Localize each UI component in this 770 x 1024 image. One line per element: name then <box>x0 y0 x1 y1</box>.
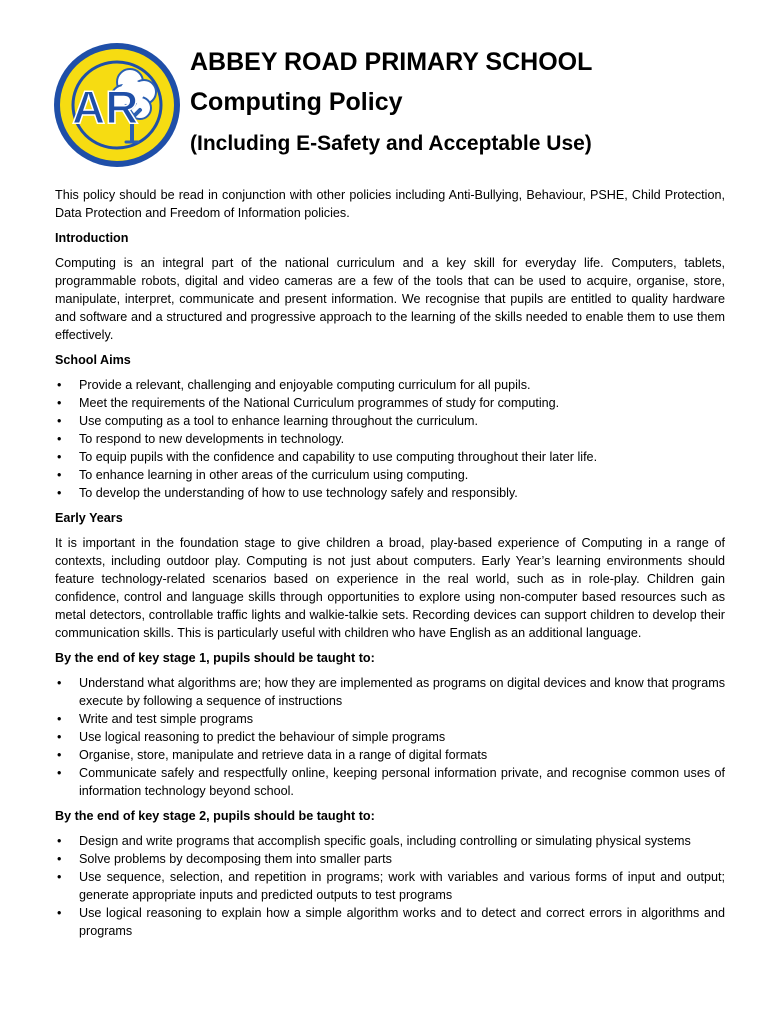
policy-subtitle: (Including E-Safety and Acceptable Use) <box>190 132 592 155</box>
list-item <box>55 832 725 850</box>
list-item <box>55 448 725 466</box>
bullet-icon: • <box>57 834 62 848</box>
list-item-text: Provide a relevant, challenging and enjoyable computing curriculum for all pupils. <box>79 378 531 392</box>
policy-title: Computing Policy <box>190 88 403 116</box>
list-item-text: To enhance learning in other areas of the curriculum using computing. <box>79 468 469 482</box>
policy-content <box>55 186 725 947</box>
list-item-text: To develop the understanding of how to use technology safely and responsibly. <box>79 486 518 500</box>
list-item <box>55 412 725 430</box>
school-logo <box>52 40 182 170</box>
bullet-icon: • <box>57 414 62 428</box>
bullet-icon: • <box>57 870 62 884</box>
title-block <box>190 46 730 158</box>
list-item <box>55 710 725 728</box>
school-aims-heading: School Aims <box>55 353 131 367</box>
bullet-icon: • <box>57 766 62 780</box>
list-item-text: Organise, store, manipulate and retrieve data in a range of digital formats <box>79 748 488 762</box>
list-item <box>55 430 725 448</box>
list-item-text: Use sequence, selection, and repetition in programs; work with variables and various forms of input and output; generate appropriate inputs and predicted outputs to test programs <box>79 870 725 902</box>
school-name: ABBEY ROAD PRIMARY SCHOOL <box>190 48 593 76</box>
bullet-icon: • <box>57 378 62 392</box>
list-item <box>55 484 725 502</box>
introduction-paragraph: Computing is an integral part of the national curriculum and a key skill for everyday life. Computers, tablets, programmable robots, digital and video cameras are a few of the tools that can be used to acquire, organise, store, manipulate, interpret, communicate and present information. We recognise that pupils are entitled to quality hardware and software and a structured and progressive approach to the learning of the skills needed to enable them to use them effectively. <box>55 256 725 342</box>
list-item-text: Understand what algorithms are; how they are implemented as programs on digital devices and know that programs execute by following a sequence of instructions <box>79 676 725 708</box>
intro-paragraph: This policy should be read in conjunction with other policies including Anti-Bullying, Behaviour, PSHE, Child Protection, Data Protection and Freedom of Information policies. <box>55 188 725 220</box>
early-years-paragraph: It is important in the foundation stage to give children a broad, play-based experience of Computing in a range of contexts, including outdoor play. Computing is not just about computers. Early Year’s learning environments should feature technology-related scenarios based on experience in the real world, such as in role-play. Children gain confidence, control and language skills through opportunities to explore using non-computer based resources such as metal detectors, controllable traffic lights and walkie-talkie sets. Recording devices can support children to develop their communication skills. This is particularly useful with children who have English as an additional language. <box>55 536 725 640</box>
list-item <box>55 764 725 800</box>
list-item <box>55 850 725 868</box>
bullet-icon: • <box>57 748 62 762</box>
list-item-text: Use computing as a tool to enhance learning throughout the curriculum. <box>79 414 479 428</box>
bullet-icon: • <box>57 730 62 744</box>
list-item-text: Solve problems by decomposing them into smaller parts <box>79 852 392 866</box>
bullet-icon: • <box>57 468 62 482</box>
ks2-heading: By the end of key stage 2, pupils should be taught to: <box>55 809 375 823</box>
list-item <box>55 376 725 394</box>
list-item-text: Design and write programs that accomplish specific goals, including controlling or simulating physical systems <box>79 834 691 848</box>
list-item-text: Write and test simple programs <box>79 712 254 726</box>
list-item-text: Use logical reasoning to explain how a simple algorithm works and to detect and correct errors in algorithms and programs <box>79 906 725 938</box>
logo-letters: AR <box>72 81 139 133</box>
bullet-icon: • <box>57 712 62 726</box>
bullet-icon: • <box>57 450 62 464</box>
bullet-icon: • <box>57 396 62 410</box>
bullet-icon: • <box>57 486 62 500</box>
introduction-heading: Introduction <box>55 231 129 245</box>
school-aims-list <box>55 376 725 502</box>
list-item <box>55 728 725 746</box>
ks2-list <box>55 832 725 940</box>
list-item-text: To respond to new developments in technology. <box>79 432 345 446</box>
bullet-icon: • <box>57 852 62 866</box>
list-item-text: Communicate safely and respectfully online, keeping personal information private, and recognise common uses of information technology beyond school. <box>79 766 725 798</box>
list-item <box>55 466 725 484</box>
list-item <box>55 904 725 940</box>
list-item-text: Meet the requirements of the National Curriculum programmes of study for computing. <box>79 396 560 410</box>
bullet-icon: • <box>57 906 62 920</box>
list-item <box>55 746 725 764</box>
list-item-text: To equip pupils with the confidence and capability to use computing throughout their later life. <box>79 450 598 464</box>
list-item-text: Use logical reasoning to predict the behaviour of simple programs <box>79 730 446 744</box>
early-years-heading: Early Years <box>55 511 123 525</box>
bullet-icon: • <box>57 432 62 446</box>
list-item <box>55 674 725 710</box>
list-item <box>55 868 725 904</box>
list-item <box>55 394 725 412</box>
bullet-icon: • <box>57 676 62 690</box>
ks1-list <box>55 674 725 800</box>
ks1-heading: By the end of key stage 1, pupils should be taught to: <box>55 651 375 665</box>
